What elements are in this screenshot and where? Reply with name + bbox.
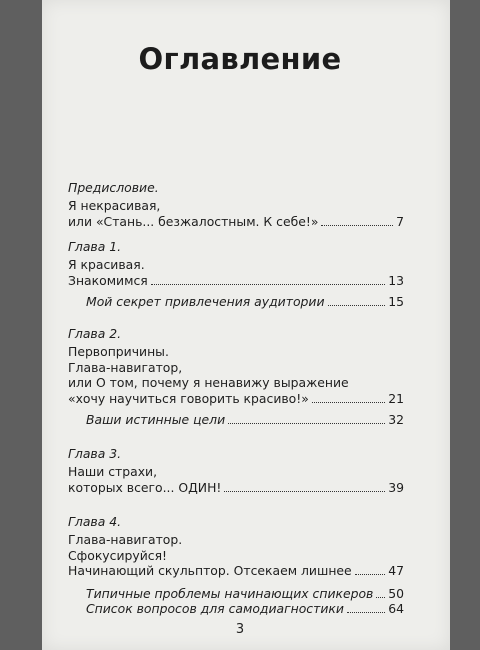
dot-leader bbox=[312, 402, 385, 403]
dot-leader bbox=[151, 284, 386, 285]
toc-entry-chapter-1 bbox=[68, 239, 404, 310]
dot-leader bbox=[328, 305, 386, 306]
toc-entry-preface bbox=[68, 180, 404, 229]
toc-entry-chapter-3 bbox=[68, 446, 404, 495]
page-ref: 50 bbox=[388, 585, 404, 601]
chapter-title-line: Глава-навигатор, bbox=[68, 359, 183, 375]
page-ref: 21 bbox=[388, 390, 404, 406]
toc-subsection bbox=[86, 586, 404, 602]
page-ref: 64 bbox=[388, 601, 404, 616]
page-ref: 39 bbox=[388, 479, 404, 495]
toc-entry-chapter-4 bbox=[68, 514, 404, 617]
page-ref: 47 bbox=[388, 563, 404, 578]
chapter-title-line: Я некрасивая, bbox=[68, 198, 161, 213]
dot-leader bbox=[376, 597, 385, 598]
chapter-title-line: Глава-навигатор. bbox=[68, 532, 183, 547]
page-title: Оглавление bbox=[138, 42, 342, 76]
dot-leader bbox=[321, 225, 393, 226]
page-ref: 13 bbox=[388, 272, 404, 288]
chapter-title-line: которых всего... ОДИН! bbox=[68, 479, 222, 495]
chapter-title-line: или О том, почему я ненавижу выражение bbox=[68, 375, 349, 390]
toc-line-with-page bbox=[68, 480, 404, 496]
chapter-title-line: Я красивая. bbox=[68, 257, 145, 272]
page-ref: 7 bbox=[396, 213, 404, 229]
subsection-title: Список вопросов для самодиагностики bbox=[86, 601, 344, 616]
toc-subsection bbox=[86, 412, 404, 428]
chapter-label: Глава 1. bbox=[68, 239, 122, 254]
chapter-title-line: Первопричины. bbox=[68, 344, 169, 359]
dot-leader bbox=[224, 491, 385, 492]
dot-leader bbox=[228, 423, 385, 424]
chapter-label: Глава 3. bbox=[68, 446, 122, 461]
chapter-label: Предисловие. bbox=[68, 180, 159, 195]
subsection-title: Мой секрет привлечения аудитории bbox=[86, 294, 325, 309]
chapter-title-line: Знакомимся bbox=[68, 272, 148, 288]
chapter-title-line: Начинающий скульптор. Отсекаем лишнее bbox=[68, 563, 352, 578]
subsection-title: Типичные проблемы начинающих спикеров bbox=[86, 585, 374, 601]
page-number: 3 bbox=[235, 622, 245, 637]
chapter-title-line: Сфокусируйся! bbox=[68, 547, 167, 563]
page-ref: 15 bbox=[388, 294, 404, 309]
chapter-title-line: «хочу научиться говорить красиво!» bbox=[68, 390, 309, 406]
chapter-label: Глава 2. bbox=[68, 326, 122, 341]
toc-subsection bbox=[86, 601, 404, 617]
chapter-label: Глава 4. bbox=[68, 514, 122, 529]
chapter-title-line: Наши страхи, bbox=[68, 464, 158, 479]
dot-leader bbox=[355, 574, 386, 575]
toc-line-with-page bbox=[68, 391, 404, 407]
toc-subsection bbox=[86, 294, 404, 310]
toc-line-with-page bbox=[68, 273, 404, 289]
toc-line-with-page bbox=[68, 214, 404, 230]
dot-leader bbox=[347, 612, 385, 613]
toc-entry-chapter-2 bbox=[68, 326, 404, 428]
toc-line-with-page bbox=[68, 563, 404, 579]
subsection-title: Ваши истинные цели bbox=[86, 412, 226, 427]
page-ref: 32 bbox=[388, 412, 404, 427]
chapter-title-line: или «Стань... безжалостным. К себе!» bbox=[68, 213, 319, 229]
